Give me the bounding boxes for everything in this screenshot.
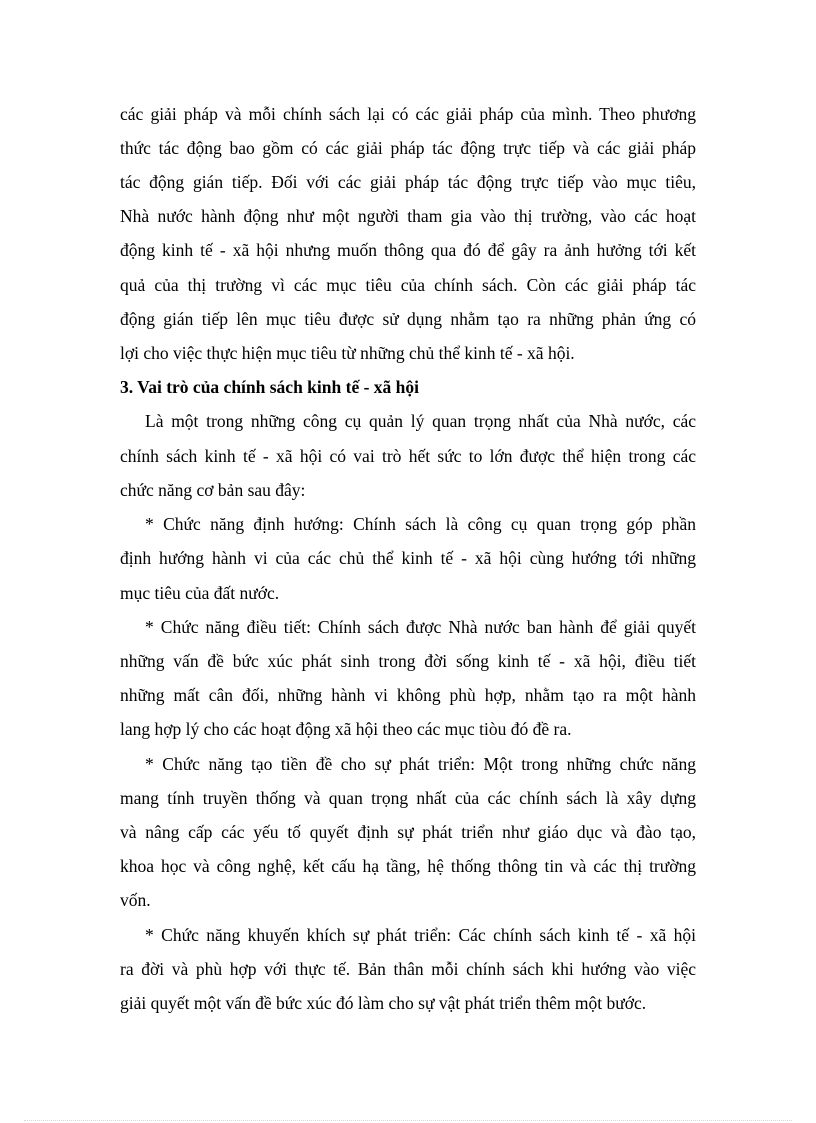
paragraph-line: * Chức năng tạo tiền đề cho sự phát triển: Một trong những chức năng <box>145 754 696 774</box>
paragraph-line: Là một trong những công cụ quản lý quan trọng nhất của Nhà nước, các <box>145 411 696 431</box>
paragraph-line: lợi cho việc thực hiện mục tiêu từ những chủ thể kinh tế - xã hội. <box>120 343 575 363</box>
paragraph-line: động kinh tế - xã hội nhưng muốn thông qua đó để gây ra ảnh hưởng tới kết <box>120 240 696 260</box>
paragraph-line: * Chức năng định hướng: Chính sách là công cụ quan trọng góp phần <box>145 514 696 534</box>
paragraph-line: ra đời và phù hợp với thực tế. Bản thân mỗi chính sách khi hướng vào việc <box>120 959 696 979</box>
paragraph-line: * Chức năng khuyến khích sự phát triển: Các chính sách kinh tế - xã hội <box>145 925 696 945</box>
paragraph-line: các giải pháp và mỗi chính sách lại có các giải pháp của mình. Theo phương <box>120 104 696 124</box>
page-footer-rule <box>24 1120 792 1121</box>
paragraph-line: và nâng cấp các yếu tố quyết định sự phát triển như giáo dục và đào tạo, <box>120 822 696 842</box>
paragraph-line: thức tác động bao gồm có các giải pháp tác động trực tiếp và các giải pháp <box>120 138 696 158</box>
paragraph-line: vốn. <box>120 890 151 910</box>
paragraph-line: * Chức năng điều tiết: Chính sách được Nhà nước ban hành để giải quyết <box>145 617 696 637</box>
section-heading: 3. Vai trò của chính sách kinh tế - xã hội <box>120 377 420 397</box>
paragraph-line: lang hợp lý cho các hoạt động xã hội theo các mục tiòu đó đề ra. <box>120 719 572 739</box>
paragraph-line: khoa học và công nghệ, kết cấu hạ tầng, hệ thống thông tin và các thị trường <box>120 856 696 876</box>
paragraph-line: những vấn đề bức xúc phát sinh trong đời sống kinh tế - xã hội, điều tiết <box>120 651 696 671</box>
paragraph-line: động gián tiếp lên mục tiêu được sử dụng nhằm tạo ra những phản ứng có <box>120 309 696 329</box>
paragraph-line: quả của thị trường vì các mục tiêu của chính sách. Còn các giải pháp tác <box>120 275 696 295</box>
paragraph-line: giải quyết một vấn đề bức xúc đó làm cho sự vật phát triển thêm một bước. <box>120 993 647 1013</box>
paragraph-line: chính sách kinh tế - xã hội có vai trò hết sức to lớn được thể hiện trong các <box>120 446 696 466</box>
paragraph-line: Nhà nước hành động như một người tham gia vào thị trường, vào các hoạt <box>120 206 696 226</box>
paragraph-line: chức năng cơ bản sau đây: <box>120 480 306 500</box>
paragraph-line: mang tính truyền thống và quan trọng nhất của các chính sách là xây dựng <box>120 788 696 808</box>
paragraph-line: định hướng hành vi của các chủ thể kinh tế - xã hội cùng hướng tới những <box>120 548 696 568</box>
paragraph-line: tác động gián tiếp. Đối với các giải pháp tác động trực tiếp vào mục tiêu, <box>120 172 696 192</box>
paragraph-line: mục tiêu của đất nước. <box>120 583 280 603</box>
paragraph-line: những mất cân đối, những hành vi không phù hợp, nhằm tạo ra một hành <box>120 685 696 705</box>
